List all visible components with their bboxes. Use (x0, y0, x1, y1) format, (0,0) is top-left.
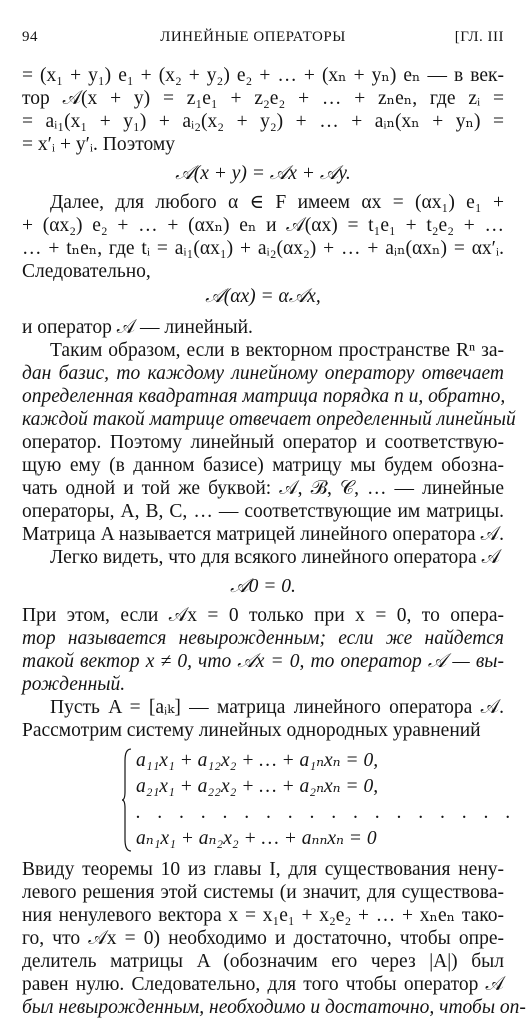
paragraph-tail (22, 316, 504, 339)
text-line: ния ненулевого вектора x = x₁e₁ + x₂e₂ + … + xₙeₙ тако- (22, 905, 504, 926)
system-row: a₂₁x₁ + a₂₂x₂ + … + a₂ₙxₙ = 0, (136, 776, 379, 797)
text-line: такой вектор x ≠ 0, что 𝒜x = 0, то оператор 𝒜 — вы- (22, 651, 504, 672)
text-line: каждой такой матрице отвечает определенный линейный (22, 409, 516, 430)
text-line: … + tₙeₙ, где tᵢ = aᵢ₁(αx₁) + aᵢ₂(αx₂) + … + aᵢₙ(αxₙ) = αx′ᵢ. (22, 238, 504, 259)
text-line: Легко видеть, что для всякого линейного оператора 𝒜 (50, 547, 501, 568)
paragraph-matrix-correspondence (22, 339, 516, 546)
text-line: = x′ᵢ + y′ᵢ. Поэтому (22, 134, 175, 155)
paragraph-determinant (22, 858, 526, 1019)
text-line: Рассмотрим систему линейных однородных уравнений (22, 720, 481, 741)
text-line: левого решения этой системы (и значит, для существова- (22, 882, 504, 903)
text-line: = aᵢ₁(x₁ + y₁) + aᵢ₂(x₂ + y₂) + … + aᵢₙ(xₙ + yₙ) = (22, 111, 504, 132)
running-title: ЛИНЕЙНЫЕ ОПЕРАТОРЫ (160, 29, 346, 45)
system-row: a₁₁x₁ + a₁₂x₂ + … + a₁ₙxₙ = 0, (136, 750, 379, 771)
text-line: операторы, A, B, C, … — соответствующие им матрицы. (22, 501, 504, 522)
system-row: aₙ₁x₁ + aₙ₂x₂ + … + aₙₙxₙ = 0 (136, 828, 377, 849)
text-line: щую ему (в данном базисе) матрицу мы будем обозна- (22, 455, 504, 476)
text-line: Далее, для любого α ∈ F имеем αx = (αx₁) e₁ + (50, 192, 504, 213)
page-number: 94 (22, 29, 38, 45)
text-line: определенная квадратная матрица порядка n и, обратно, (22, 386, 506, 407)
left-brace (122, 748, 132, 852)
running-header (22, 26, 504, 49)
text-line: го, что 𝒜x = 0) необходимо и достаточно, чтобы опре- (22, 928, 504, 949)
text-line: дан базис, то каждому линейному оператору отвечает (22, 363, 504, 384)
text-line: тор называется невырожденным; если же найдется (22, 628, 504, 649)
text-line: Следовательно, (22, 261, 151, 282)
text-line: + (αx₂) e₂ + … + (αxₙ) eₙ и 𝒜(αx) = t₁e₁ + t₂e₂ + … (22, 215, 504, 236)
text-line: Пусть A = [aᵢₖ] — матрица линейного оператора 𝒜. (50, 697, 504, 718)
text-line: Ввиду теоремы 10 из главы I, для существования ненy- (22, 859, 504, 880)
paragraph-zero (22, 546, 504, 569)
paragraph-nondegenerate-def (22, 604, 504, 696)
text-line: и оператор 𝒜 — линейный. (22, 317, 253, 338)
text-line: делитель матрицы A (обозначим его через |A|) был (22, 951, 504, 972)
text-line: тор 𝒜(x + y) = z₁e₁ + z₂e₂ + … + zₙeₙ, где zᵢ = (22, 88, 504, 109)
text-line: Таким образом, если в векторном пространстве Rⁿ за- (50, 340, 504, 361)
text-line: рожденный. (22, 674, 126, 695)
text-line: Матрица A называется матрицей линейного оператора 𝒜. (22, 524, 504, 545)
system-row-dots: . . . . . . . . . . . . . . . . . . (136, 802, 517, 823)
paragraph-homogeneity (22, 191, 504, 283)
text-line: равен нулю. Следовательно, для того чтобы оператор 𝒜 (22, 974, 504, 995)
text-line: чать одной и той же буквой: 𝒜, ℬ, 𝒞, … — линейные (22, 478, 504, 499)
paragraph-continuation (22, 64, 504, 156)
text-line: При этом, если 𝒜x = 0 только при x = 0, то опера- (22, 605, 504, 626)
equation-zero: 𝒜0 = 0. (230, 576, 296, 597)
equation-homogeneity: 𝒜(αx) = α𝒜x, (205, 286, 321, 307)
chapter-marker: [ГЛ. III (454, 29, 504, 45)
text-line: был невырожденным, необходимо и достаточно, чтобы оп- (22, 997, 526, 1018)
text-line: оператор. Поэтому линейный оператор и соответствую- (22, 432, 504, 453)
paragraph-system-intro (22, 696, 504, 742)
equation-system (122, 748, 517, 852)
text-line: = (x₁ + y₁) e₁ + (x₂ + y₂) e₂ + … + (xₙ + yₙ) eₙ — в век- (22, 65, 504, 86)
equation-additivity: 𝒜(x + y) = 𝒜x + 𝒜y. (175, 163, 351, 184)
